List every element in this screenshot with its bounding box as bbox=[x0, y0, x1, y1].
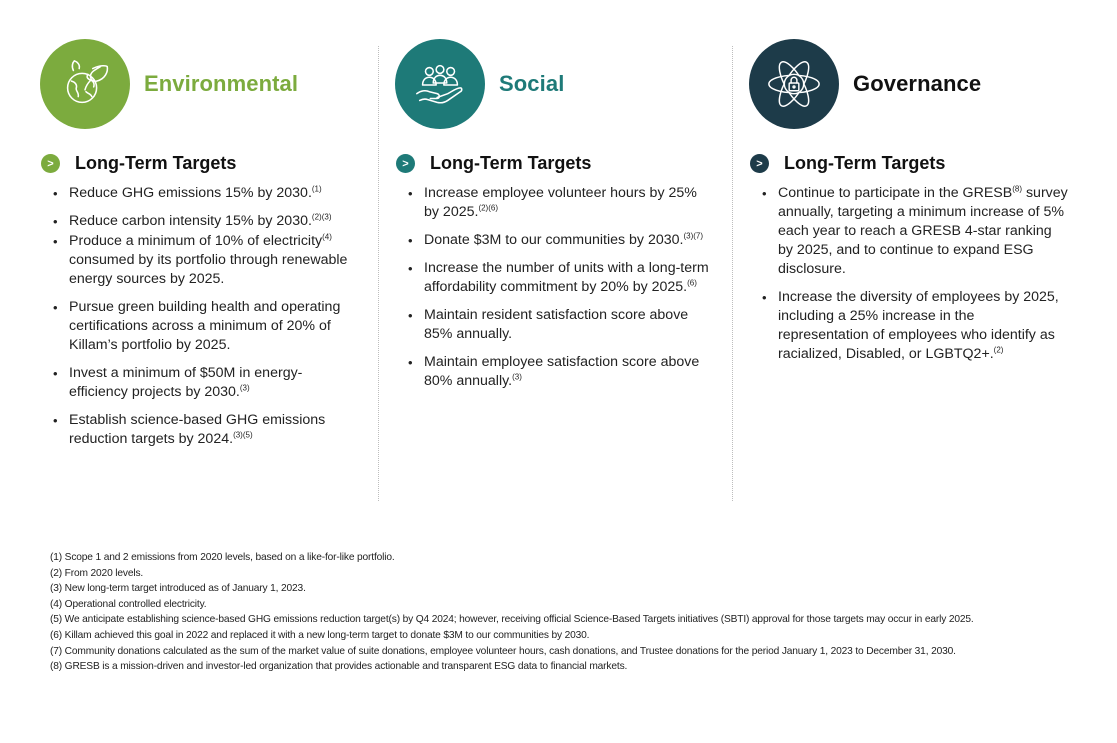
target-list bbox=[395, 184, 710, 391]
list-item: • Produce a minimum of 10% of electricity$^{(4)}$ consumed by its portfolio through renewable energy sources by 2025. bbox=[40, 232, 352, 289]
list-item: • Reduce carbon intensity 15% by 2030.$^{(2)(3)}$ bbox=[40, 212, 352, 231]
social-column bbox=[395, 38, 710, 400]
list-item: • Reduce GHG emissions 15% by 2030.$^{(1)}$ bbox=[40, 184, 352, 203]
pillar-title: Environmental bbox=[144, 71, 299, 96]
governance-header bbox=[749, 38, 1069, 130]
targets-heading-label: Long-Term Targets bbox=[430, 153, 592, 173]
social-header bbox=[395, 38, 710, 130]
footnote: (1) Scope 1 and 2 emissions from 2020 levels, based on a like-for-like portfolio. bbox=[50, 552, 395, 563]
environmental-header bbox=[40, 38, 352, 130]
chevron-right-icon: > bbox=[750, 154, 769, 173]
footnote: (3) New long-term target introduced as of January 1, 2023. bbox=[50, 583, 306, 595]
footnotes bbox=[50, 550, 1090, 675]
list-item: • Donate $3M to our communities by 2030.$^{(3)(7)}$ bbox=[395, 231, 710, 250]
list-item: • Establish science-based GHG emissions reduction targets by 2024.$^{(3)(5)}$ bbox=[40, 411, 352, 449]
column-divider bbox=[378, 46, 379, 501]
list-item: • Pursue green building health and operating certifications across a minimum of 20% of Killam’s portfolio by 2025. bbox=[40, 298, 352, 355]
list-item: • Maintain employee satisfaction score above 80% annually.$^{(3)}$ bbox=[395, 353, 710, 391]
atom-lock-icon bbox=[749, 39, 839, 129]
list-item: • Increase the diversity of employees by 2025, including a 25% increase in the representation of employees who identify as racialized, Disabled, or LGBTQ2+.$^{(2)}$ bbox=[749, 288, 1069, 364]
targets-heading-label: Long-Term Targets bbox=[75, 153, 237, 173]
footnote: (8) GRESB is a mission-driven and investor-led organization that provides actionable and transparent ESG data to financial markets. bbox=[50, 661, 628, 673]
chevron-right-icon: > bbox=[396, 154, 415, 173]
people-hand-icon bbox=[395, 39, 485, 129]
pillar-title: Governance bbox=[853, 71, 982, 96]
targets-heading-label: Long-Term Targets bbox=[784, 153, 946, 173]
list-item: • Invest a minimum of $50M in energy-efficiency projects by 2030.$^{(3)}$ bbox=[40, 364, 352, 402]
environmental-column bbox=[40, 38, 352, 458]
footnote: (5) We anticipate establishing science-based GHG emissions reduction target(s) by Q4 2024; however, receiving official Science-Based Targets initiatives (SBTI) approval for those targets may occur in early 2025. bbox=[50, 614, 974, 626]
target-list bbox=[749, 184, 1069, 364]
list-item: • Continue to participate in the GRESB$^{(8)}$ survey annually, targeting a minimum increase of 5% each year to reach a GRESB 4-star ranking by 2025, and to continue to expand ESG disclosure. bbox=[749, 184, 1069, 279]
targets-heading bbox=[750, 153, 1069, 174]
list-item: • Maintain resident satisfaction score above 85% annually. bbox=[395, 306, 710, 344]
footnote: (7) Community donations calculated as the sum of the market value of suite donations, employee volunteer hours, cash donations, and Trustee donations for the period January 1, 2023 to December 31, 2030. bbox=[50, 645, 956, 657]
footnote: (6) Killam achieved this goal in 2022 and replaced it with a new long-term target to donate $3M to our communities by 2030. bbox=[50, 629, 590, 641]
target-list bbox=[40, 184, 352, 449]
pillar-title: Social bbox=[499, 71, 565, 96]
targets-heading bbox=[41, 153, 352, 174]
governance-column bbox=[749, 38, 1069, 373]
list-item: • Increase employee volunteer hours by 25% by 2025.$^{(2)(6)}$ bbox=[395, 184, 710, 222]
chevron-right-icon: > bbox=[41, 154, 60, 173]
footnote: (4) Operational controlled electricity. bbox=[50, 598, 207, 610]
footnote: (2) From 2020 levels. bbox=[50, 567, 144, 579]
list-item: • Increase the number of units with a long-term affordability commitment by 20% by 2025.$^{(6)}$ bbox=[395, 259, 710, 297]
globe-leaf-icon bbox=[40, 39, 130, 129]
column-divider bbox=[732, 46, 733, 501]
targets-heading bbox=[396, 153, 710, 174]
